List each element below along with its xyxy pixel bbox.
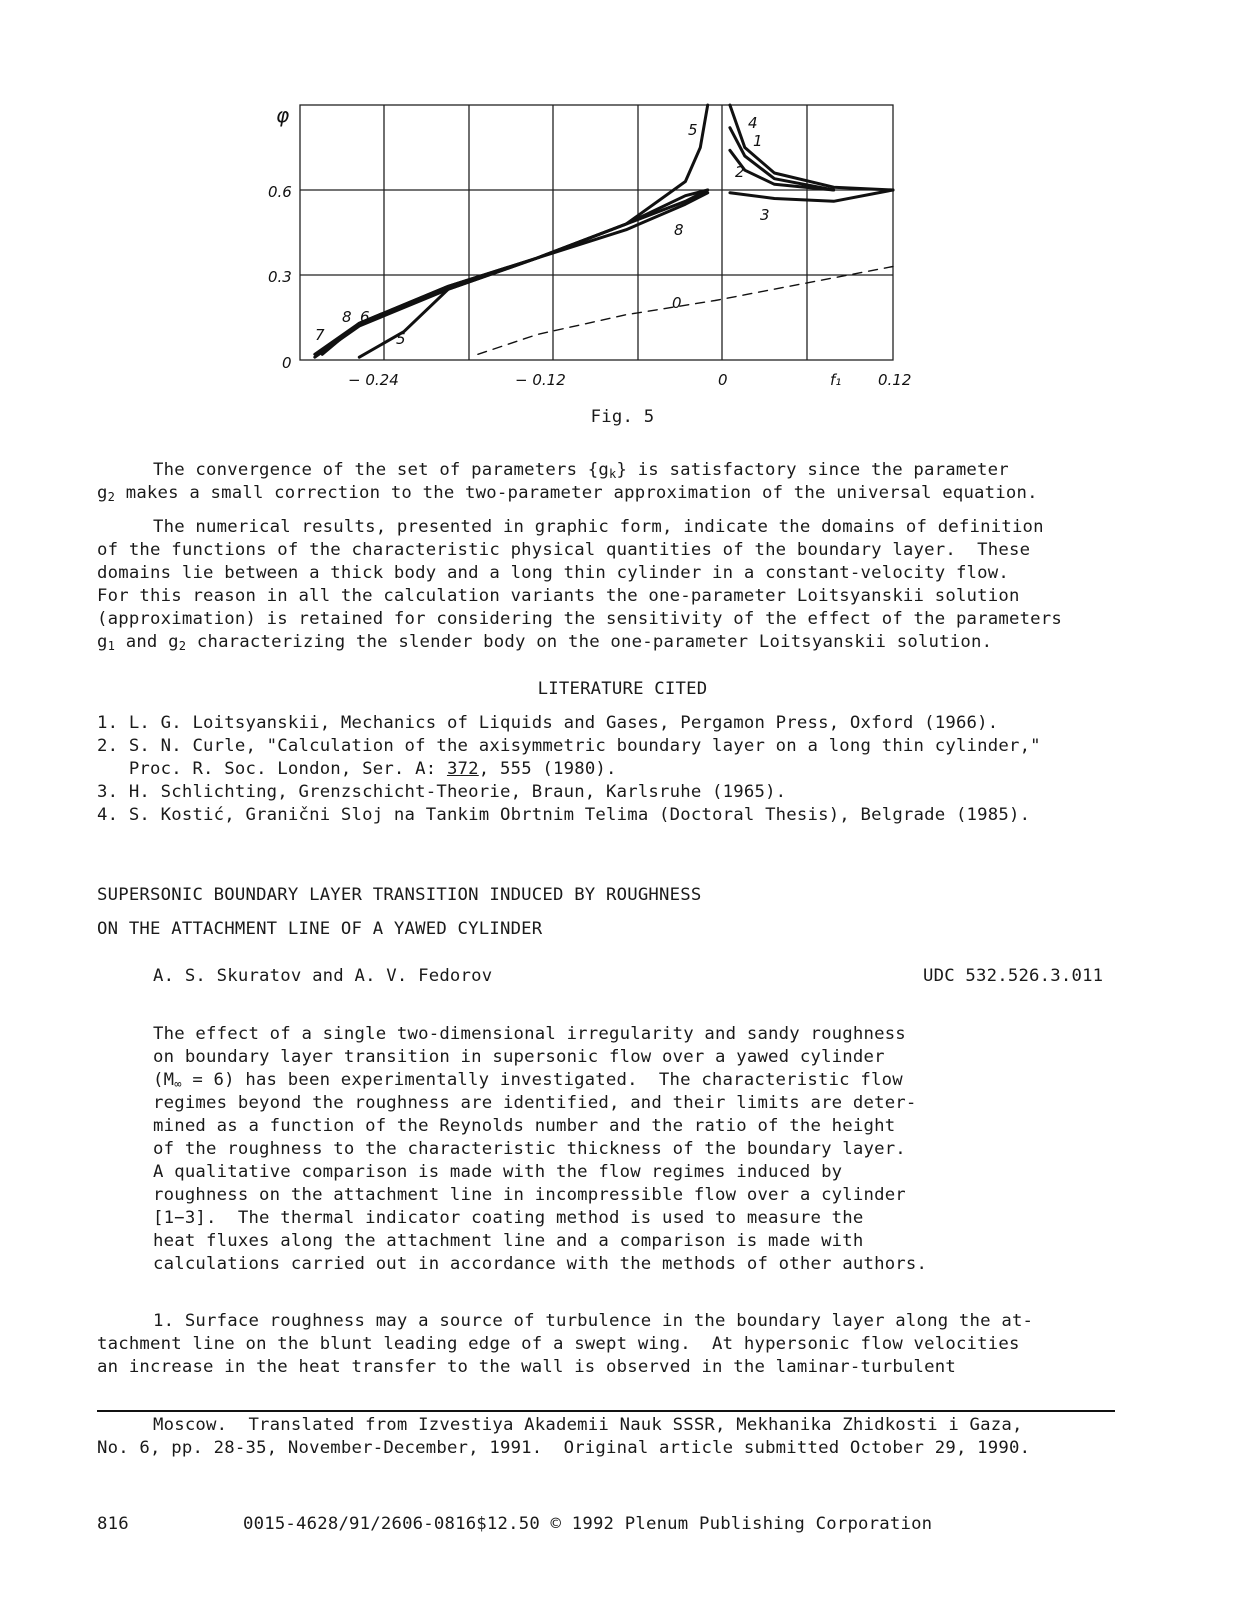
article-udc: UDC 532.526.3.011 xyxy=(923,966,1104,986)
series-line-5-3 xyxy=(359,105,707,357)
curve-label-0: 0 xyxy=(672,294,682,312)
body-para1-line1: The convergence of the set of parameters $\{g_k\}$ is satisfactory since the parameter xyxy=(153,460,1009,482)
curve-label-5-top: 5 xyxy=(688,121,698,139)
article-title-line1: SUPERSONIC BOUNDARY LAYER TRANSITION INDUCED BY ROUGHNESS xyxy=(97,885,702,905)
curve-label-4: 4 xyxy=(748,114,758,132)
x-tick-0: − 0.24 xyxy=(348,371,399,389)
curve-label-2: 2 xyxy=(735,163,745,181)
abstract-line: of the roughness to the characteristic thickness of the boundary layer. xyxy=(153,1139,906,1159)
curve-label-3: 3 xyxy=(760,206,770,224)
article-body-line: 1. Surface roughness may a source of turbulence in the boundary layer along the at- xyxy=(153,1311,1034,1331)
article-body-line: tachment line on the blunt leading edge of a swept wing. At hypersonic flow velocities xyxy=(97,1334,1020,1354)
figure-5-chart xyxy=(250,60,950,405)
body-para1-line2: $g_2$ makes a small correction to the two-parameter approximation of the universal equation. xyxy=(97,483,1038,505)
figure-caption: Fig. 5 xyxy=(590,407,655,427)
body-para2-line: For this reason in all the calculation variants the one-parameter Loitsyanskii solution xyxy=(97,586,1020,606)
curve-label-8-left: 8 xyxy=(342,308,352,326)
abstract-line: on boundary layer transition in supersonic flow over a yawed cylinder xyxy=(153,1047,885,1067)
reference-4: 4. S. Kostić, Granični Sloj na Tankim Obrtnim Telima (Doctoral Thesis), Belgrade (1985). xyxy=(97,805,1031,825)
curve-label-7: 7 xyxy=(315,326,325,344)
chart-grid xyxy=(300,105,893,360)
y-tick-1: 0.3 xyxy=(268,268,292,286)
abstract-line: [1−3]. The thermal indicator coating method is used to measure the xyxy=(153,1208,864,1228)
abstract-line: A qualitative comparison is made with the flow regimes induced by xyxy=(153,1162,843,1182)
y-axis-label: φ xyxy=(276,103,290,127)
article-title-line2: ON THE ATTACHMENT LINE OF A YAWED CYLINDER xyxy=(97,919,543,939)
series-line-3-7 xyxy=(730,190,893,201)
abstract-line: The effect of a single two-dimensional irregularity and sandy roughness xyxy=(153,1024,906,1044)
reference-1: 1. L. G. Loitsyanskii, Mechanics of Liquids and Gases, Pergamon Press, Oxford (1966). xyxy=(97,713,999,733)
x-tick-3: 0.12 xyxy=(878,371,912,389)
body-para2-line: of the functions of the characteristic physical quantities of the boundary layer. These xyxy=(97,540,1031,560)
reference-2: 2. S. N. Curle, "Calculation of the axisymmetric boundary layer on a long thin cylinder," xyxy=(97,736,1041,756)
volume-number: 372 xyxy=(446,759,479,779)
abstract-line: heat fluxes along the attachment line and a comparison is made with xyxy=(153,1231,864,1251)
y-tick-0: 0 xyxy=(282,354,292,372)
footnote-line2: No. 6, pp. 28-35, November-December, 1991. Original article submitted October 29, 1990. xyxy=(97,1438,1031,1458)
x-tick-1: − 0.12 xyxy=(515,371,566,389)
abstract-line: $(M_\infty = 6)$ has been experimentally investigated. The characteristic flow xyxy=(153,1070,903,1092)
curve-label-8-right: 8 xyxy=(674,221,684,239)
series-line-7-0 xyxy=(315,190,708,357)
series-layer xyxy=(315,105,893,357)
abstract-line: roughness on the attachment line in incompressible flow over a cylinder xyxy=(153,1185,906,1205)
x-tick-2: 0 xyxy=(718,371,728,389)
article-authors: A. S. Skuratov and A. V. Fedorov xyxy=(153,966,493,986)
curve-label-1: 1 xyxy=(753,132,763,150)
page-number: 816 xyxy=(97,1514,129,1534)
series-line-8-1 xyxy=(315,193,708,354)
abstract-line: mined as a function of the Reynolds number and the ratio of the height xyxy=(153,1116,896,1136)
body-para2-line: (approximation) is retained for considering the sensitivity of the effect of the parameters xyxy=(97,609,1062,629)
curve-label-5-left: 5 xyxy=(396,330,406,348)
reference-3: 3. H. Schlichting, Grenzschicht-Theorie, Braun, Karlsruhe (1965). xyxy=(97,782,787,802)
body-para2-line: $g_1$ and $g_2$ characterizing the slender body on the one-parameter Loitsyanskii solution. xyxy=(97,632,993,654)
x-axis-label: f₁ xyxy=(830,371,842,389)
body-para2-line: domains lie between a thick body and a long thin cylinder in a constant-velocity flow. xyxy=(97,563,1009,583)
curve-label-6: 6 xyxy=(360,308,370,326)
abstract-line: regimes beyond the roughness are identified, and their limits are deter- xyxy=(153,1093,917,1113)
literature-heading: LITERATURE CITED xyxy=(537,679,708,699)
footnote-rule xyxy=(97,1410,1115,1412)
article-body-line: an increase in the heat transfer to the wall is observed in the laminar-turbulent xyxy=(97,1357,956,1377)
abstract-line: calculations carried out in accordance with the methods of other authors. xyxy=(153,1254,928,1274)
series-line-1-5 xyxy=(730,128,834,190)
y-tick-2: 0.6 xyxy=(268,183,292,201)
publication-code: 0015-4628/91/2606-0816$12.50 © 1992 Plenum Publishing Corporation xyxy=(243,1514,933,1534)
reference-2-cont: Proc. R. Soc. London, Ser. A: 372, 555 (1980). xyxy=(97,759,617,779)
body-para2-line: The numerical results, presented in graphic form, indicate the domains of definition xyxy=(153,517,1044,537)
series-line-0-8 xyxy=(478,267,893,355)
footnote-line1: Moscow. Translated from Izvestiya Akademii Nauk SSSR, Mekhanika Zhidkosti i Gaza, xyxy=(153,1415,1023,1435)
